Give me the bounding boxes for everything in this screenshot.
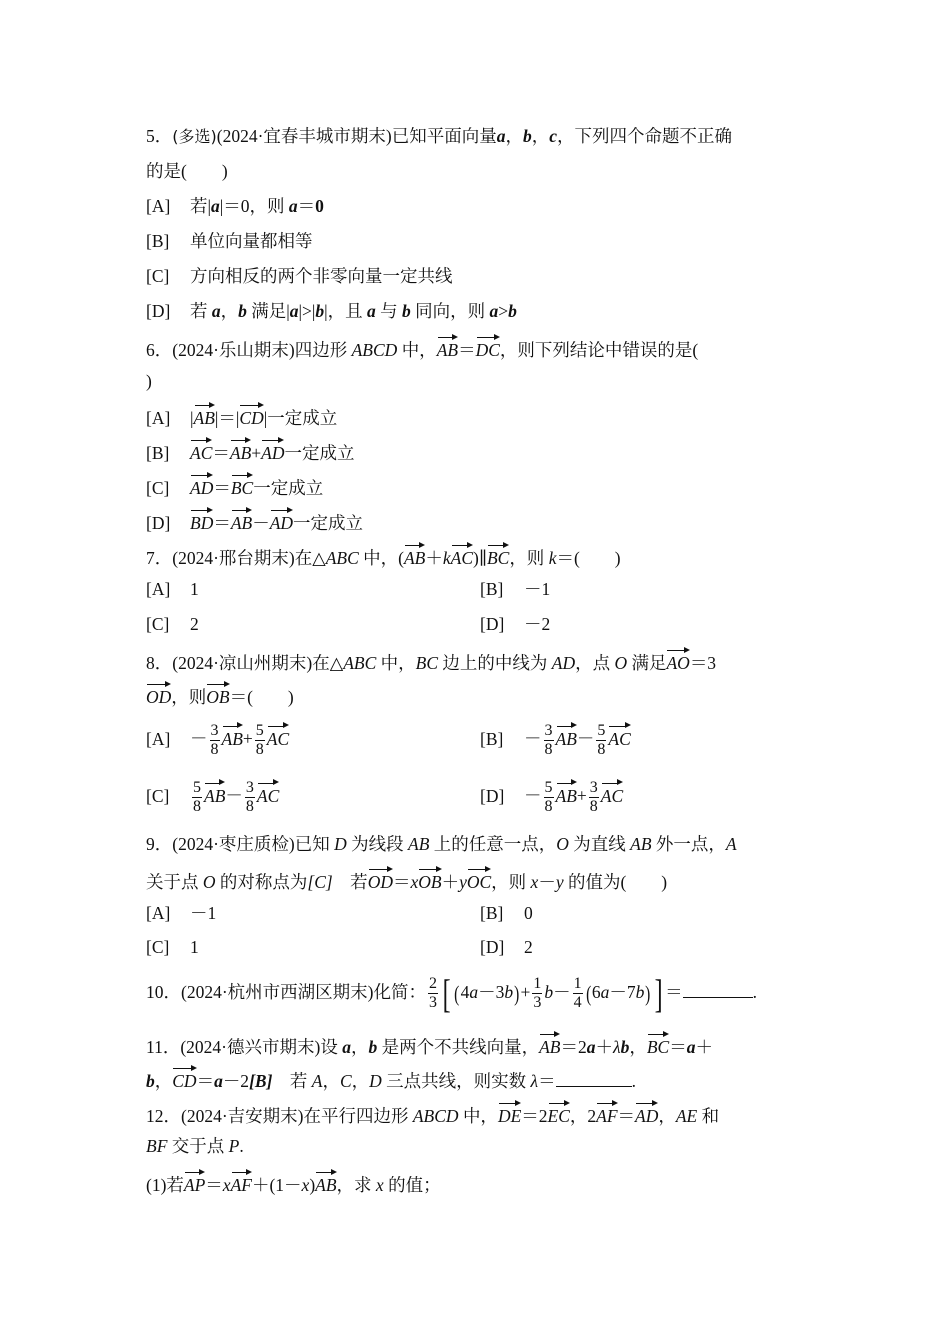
q9-option-a: [A] －1 — [146, 903, 217, 923]
q5-option-d: [D] 若 a，b 满足|a|>|b|，且 a 与 b 同向，则 a>b — [146, 301, 517, 321]
q8-option-d: [D] － $\frac{5}{8}$ AB+ $\frac{3}{8}$ AC — [480, 779, 624, 815]
q8-option-c: [C] $\frac{5}{8}$ AB－ $\frac{3}{8}$ AC — [146, 779, 280, 815]
q8-stem-line1: 8．(2024·凉山州期末)在△ABC 中，BC 边上的中线为 AD，点 O 满足AO＝3 — [146, 647, 716, 675]
q5-option-c: [C] 方向相反的两个非零向量一定共线 — [146, 266, 453, 286]
q9-option-c: [C] 1 — [146, 937, 199, 957]
q9-stem-line1: 9．(2024·枣庄质检)已知 D 为线段 AB 上的任意一点，O 为直线 AB 外一点，A — [146, 834, 737, 854]
q5-stem-line1: 5．(多选)(2024·宜春丰城市期末)已知平面向量a，b，c，下列四个命题不正确 — [146, 126, 733, 146]
q6-option-c: [C] AD＝BC一定成立 — [146, 472, 323, 500]
q11-stem-line2: b，CD＝a－2[B] 若 A，C，D 三点共线，则实数 λ＝ . — [146, 1065, 636, 1093]
q7-option-d: [D] －2 — [480, 614, 551, 634]
q10-stem: 10．(2024·杭州市西湖区期末)化简： $\frac{2}{3}$ [ (4a－3b)+ $\frac{1}{3}$ b－ $\frac{1}{4}$ (6a－7b)] ＝ . — [146, 970, 757, 1016]
q12-stem-line1: 12．(2024·吉安期末)在平行四边形 ABCD 中，DE＝2EC，2AF＝AD，AE 和 — [146, 1100, 719, 1128]
q9-option-b: [B] 0 — [480, 903, 533, 923]
q12-stem-line2: BF 交于点 P. — [146, 1136, 244, 1156]
q11-stem-line1: 11．(2024·德兴市期末)设 a，b 是两个不共线向量，AB＝2a＋λb，BC＝a＋ — [146, 1031, 713, 1059]
q6-option-d: [D] BD＝AB－AD一定成立 — [146, 507, 363, 535]
q6-option-b: [B] AC＝AB+AD一定成立 — [146, 437, 354, 465]
q7-option-a: [A] 1 — [146, 579, 199, 599]
q6-stem-line1: 6．(2024·乐山期末)四边形 ABCD 中，AB＝DC，则下列结论中错误的是( — [146, 334, 698, 362]
q12-part1: (1)若AP＝xAF＋(1－x)AB，求 x 的值； — [146, 1169, 441, 1197]
q5-stem-line2: 的是( ) — [146, 161, 228, 181]
q6-stem-line2: ) — [146, 371, 152, 391]
q9-option-d: [D] 2 — [480, 937, 533, 957]
q8-option-a: [A] － $\frac{3}{8}$ AB+ $\frac{5}{8}$ AC — [146, 722, 290, 758]
q7-stem: 7．(2024·邢台期末)在△ABC 中，(AB＋kAC)∥BC，则 k＝( ) — [146, 542, 621, 570]
q7-option-b: [B] －1 — [480, 579, 551, 599]
q6-option-a: [A] |AB|＝|CD|一定成立 — [146, 402, 337, 430]
q5-option-b: [B] 单位向量都相等 — [146, 231, 313, 251]
q9-stem-line2: 关于点 O 的对称点为[C] 若OD＝xOB＋yOC，则 x－y 的值为( ) — [146, 866, 667, 894]
q8-option-b: [B] － $\frac{3}{8}$ AB－ $\frac{5}{8}$ AC — [480, 722, 631, 758]
q7-option-c: [C] 2 — [146, 614, 199, 634]
q8-stem-line2: OD，则OB＝( ) — [146, 681, 294, 709]
q5-option-a: [A] 若|a|＝0，则 a＝0 — [146, 196, 324, 216]
